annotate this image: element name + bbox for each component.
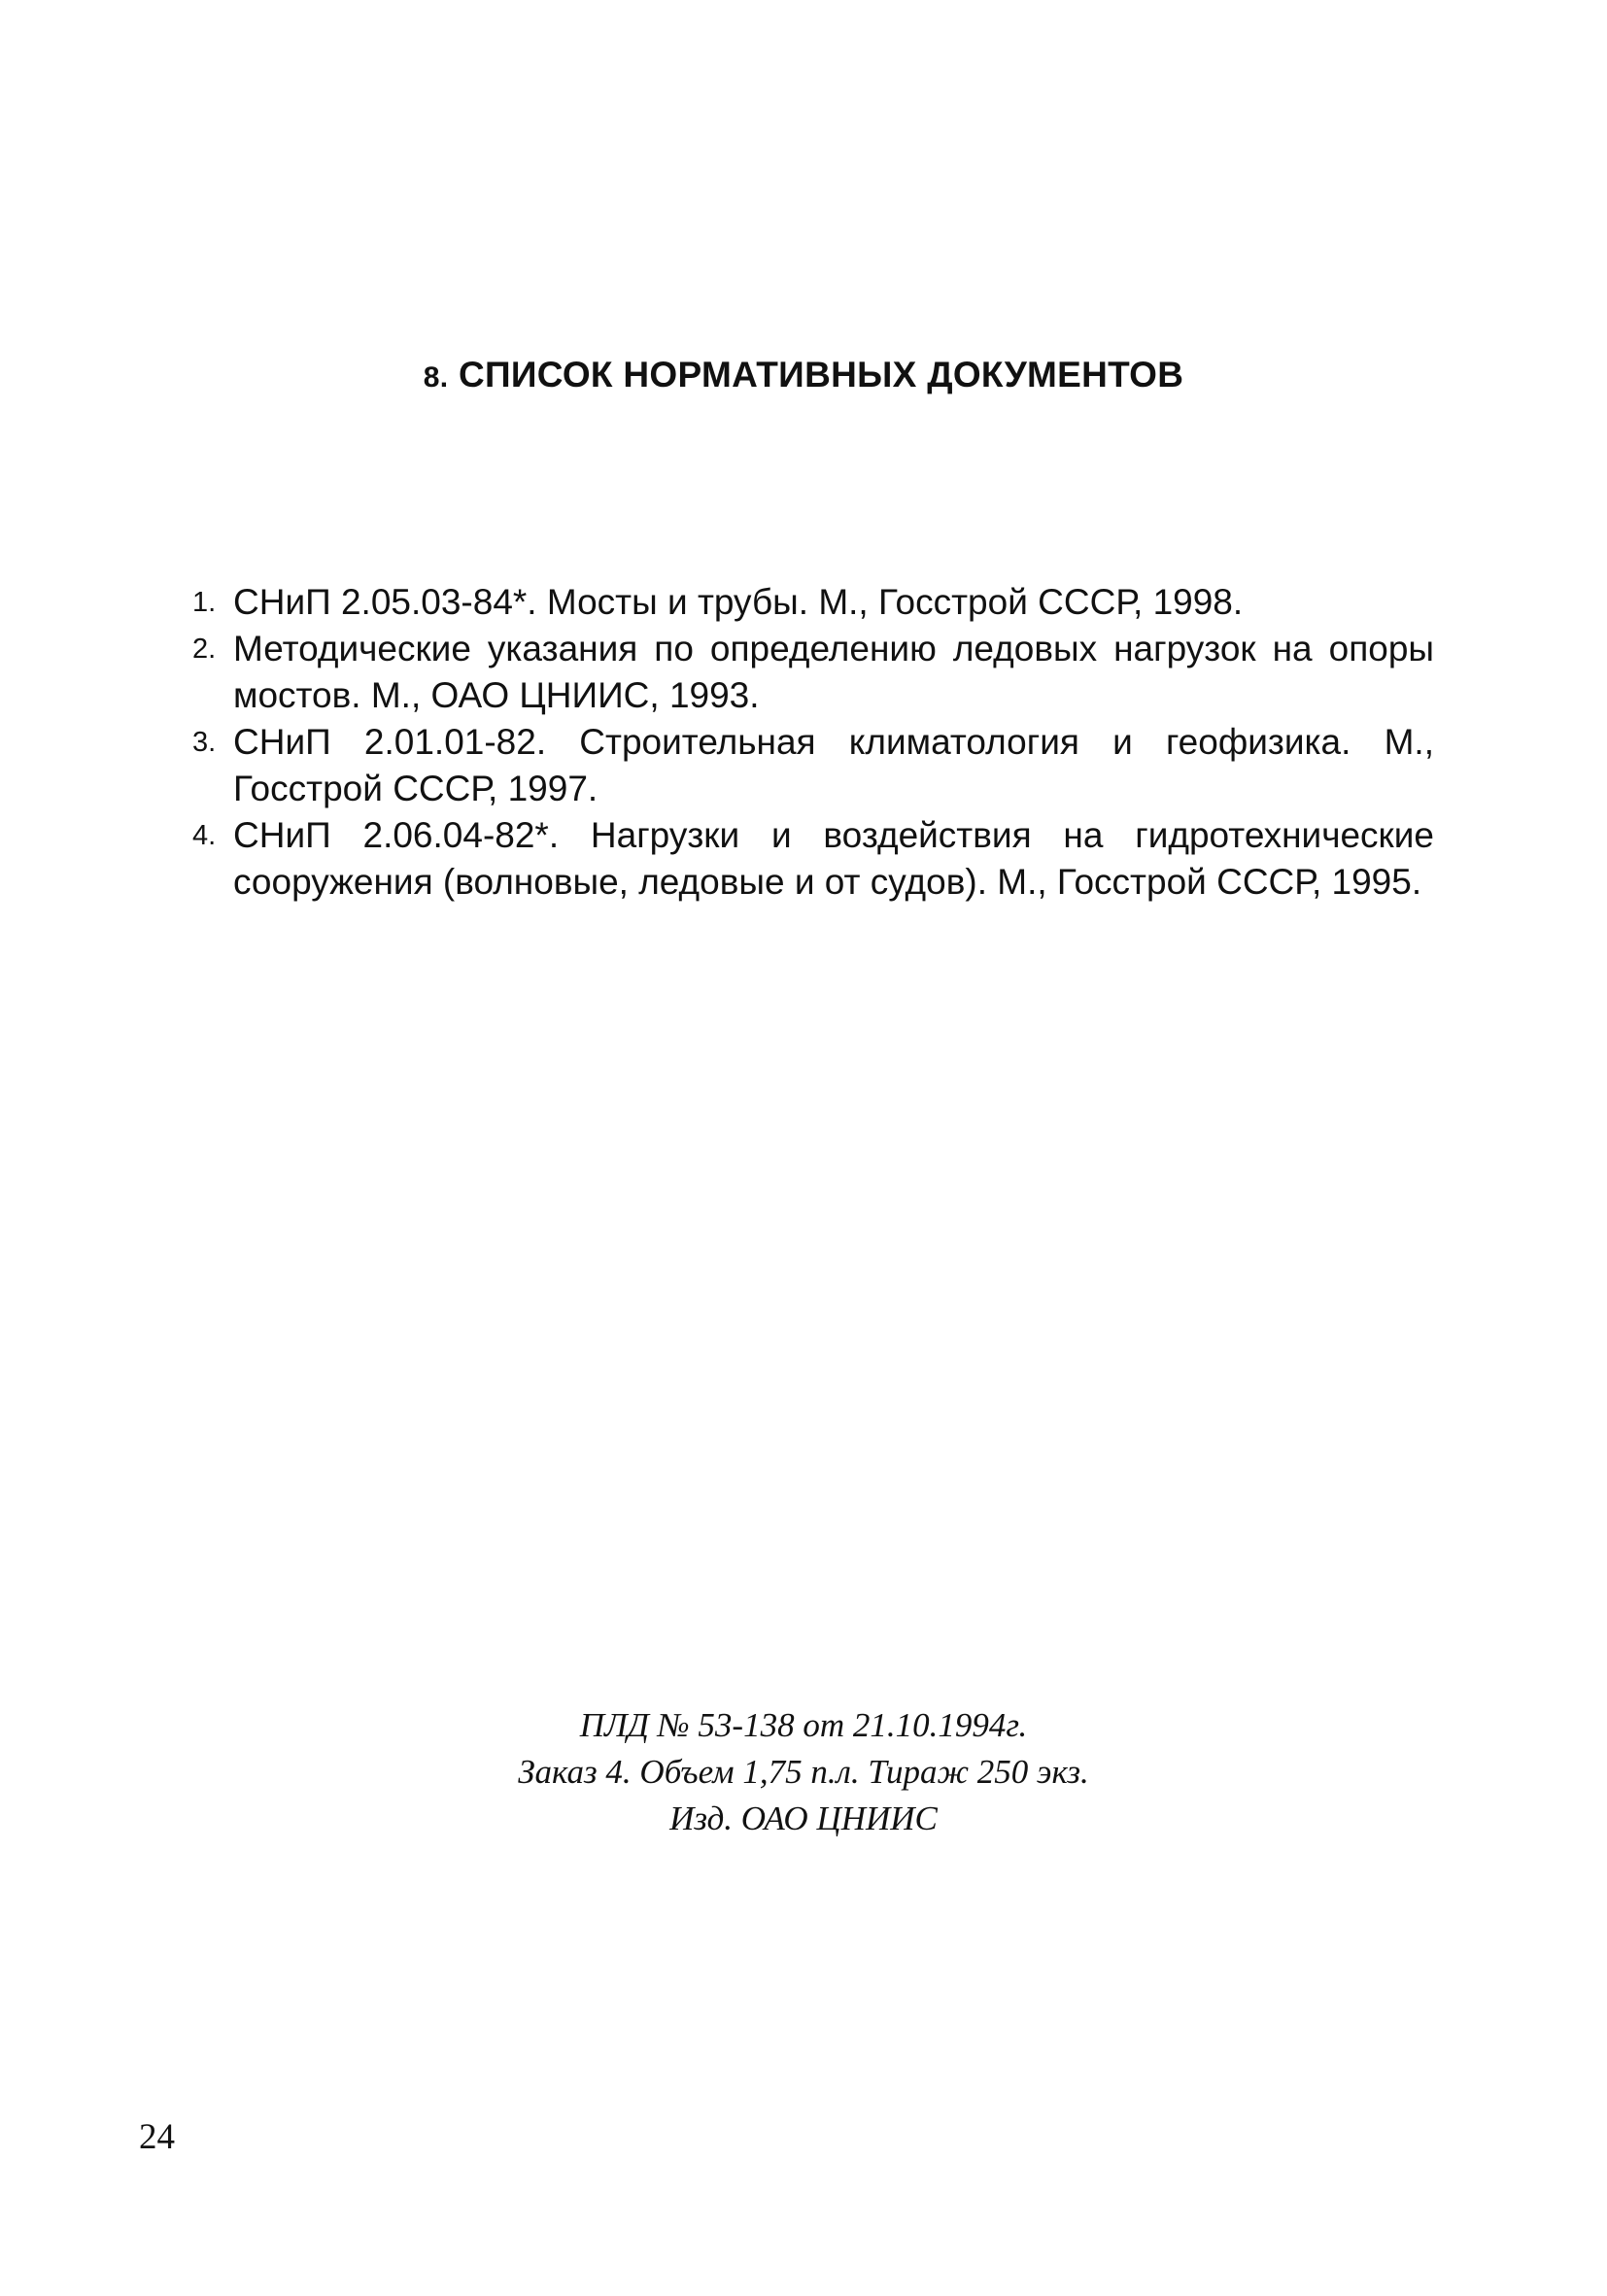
reference-text: СНиП 2.06.04-82*. Нагрузки и воздействия на гидротехнические сооружения (волновые, ледовые и от судов). М., Госстрой СССР, 1995. — [233, 815, 1434, 902]
section-heading — [0, 355, 1607, 395]
reference-index: 4. — [192, 820, 217, 851]
reference-item — [185, 719, 1434, 812]
reference-text: СНиП 2.05.03-84*. Мосты и трубы. М., Госстрой СССР, 1998. — [233, 582, 1244, 622]
reference-item — [185, 626, 1434, 719]
reference-index: 1. — [192, 587, 217, 618]
reference-text: СНиП 2.01.01-82. Строительная климатология и геофизика. М., Госстрой СССР, 1997. — [233, 722, 1434, 808]
imprint-order-line: Заказ 4. Объем 1,75 п.л. Тираж 250 экз. — [518, 1753, 1089, 1791]
imprint-publisher-line: Изд. ОАО ЦНИИС — [669, 1799, 938, 1837]
reference-list — [185, 579, 1434, 906]
reference-item — [185, 812, 1434, 906]
reference-index: 2. — [192, 634, 217, 665]
reference-item — [185, 579, 1434, 626]
page-number: 24 — [139, 2117, 175, 2157]
reference-index: 3. — [192, 727, 217, 758]
imprint-license-line: ПЛД № 53-138 от 21.10.1994г. — [579, 1706, 1028, 1744]
section-title: СПИСОК НОРМАТИВНЫХ ДОКУМЕНТОВ — [458, 355, 1184, 394]
section-number: 8. — [423, 361, 449, 394]
reference-text: Методические указания по определению ледовых нагрузок на опоры мостов. М., ОАО ЦНИИС, 1993. — [233, 629, 1434, 715]
publication-imprint — [0, 1702, 1607, 1842]
